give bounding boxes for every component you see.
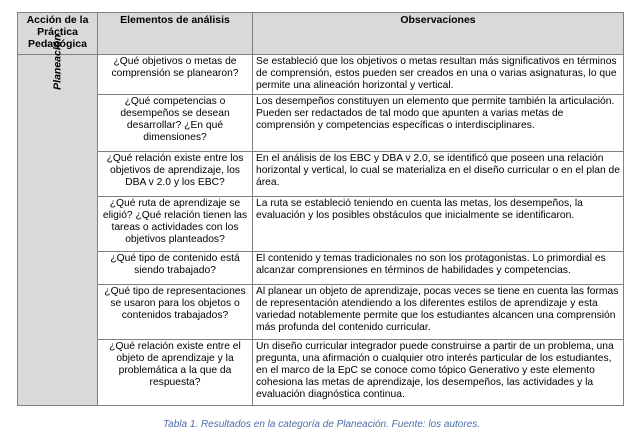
row-observation: Se estableció que los objetivos o metas resultan más significativos en términos de comprensión, estos pueden ser creados en una o varias asignaturas, lo que permite una alineación horizontal y vertical. xyxy=(253,55,624,95)
results-table xyxy=(17,12,624,406)
row-question: ¿Qué objetivos o metas de comprensión se planearon? xyxy=(98,55,253,95)
row-observation: En el análisis de los EBC y DBA v 2.0, se identificó que poseen una relación horizontal y vertical, lo cual se materializa en el diseño curricular o en el plan de área. xyxy=(253,151,624,196)
table-row xyxy=(18,284,624,339)
row-question: ¿Qué ruta de aprendizaje se eligió? ¿Qué relación tienen las tareas o actividades con los objetivos planteados? xyxy=(98,196,253,251)
table-header-row xyxy=(18,13,624,55)
row-observation: Al planear un objeto de aprendizaje, pocas veces se tiene en cuenta las formas de representación atendiendo a los diferentes estilos de aprendizaje y esta variedad notablemente permite que los estudiantes alcancen una comprensión más profunda del contenido curricular. xyxy=(253,284,624,339)
table-row xyxy=(18,196,624,251)
row-question: ¿Qué relación existe entre el objeto de aprendizaje y la problemática a la que da respuesta? xyxy=(98,339,253,405)
row-question: ¿Qué tipo de representaciones se usaron para los objetos o contenidos trabajados? xyxy=(98,284,253,339)
row-question: ¿Qué tipo de contenido está siendo trabajado? xyxy=(98,251,253,284)
row-observation: La ruta se estableció teniendo en cuenta las metas, los desempeños, la evaluación y los posibles obstáculos que inicialmente se identificaron. xyxy=(253,196,624,251)
table-row xyxy=(18,94,624,151)
row-question: ¿Qué competencias o desempeños se desean desarrollar? ¿En qué dimensiones? xyxy=(98,94,253,151)
row-observation: Un diseño curricular integrador puede construirse a partir de un problema, una pregunta, una afirmación o cualquier otro interés particular de los estudiantes, en el marco de la EpC se conoce como tópico Generativo y este elemento cohesiona las metas de aprendizaje, los desempeños, las actividades y la evaluación diagnóstica continua. xyxy=(253,339,624,405)
header-observations: Observaciones xyxy=(253,13,624,55)
header-action: Acción de la Práctica Pedagógica xyxy=(18,13,98,55)
stage-label: Planeación xyxy=(51,34,64,90)
table-row xyxy=(18,251,624,284)
table-caption: Tabla 1. Resultados en la categoría de Planeación. Fuente: los autores. xyxy=(162,419,481,430)
table-row xyxy=(18,151,624,196)
table-row xyxy=(18,339,624,405)
table-row xyxy=(18,55,624,95)
stage-cell xyxy=(18,34,98,406)
header-elements: Elementos de análisis xyxy=(98,13,253,55)
row-question: ¿Qué relación existe entre los objetivos de aprendizaje, los DBA v 2.0 y los EBC? xyxy=(98,151,253,196)
row-observation: Los desempeños constituyen un elemento que permite también la articulación. Pueden ser redactados de tal modo que apunten a varias metas de comprensión y competencias específicas o interdisciplinares. xyxy=(253,94,624,151)
row-observation: El contenido y temas tradicionales no son los protagonistas. Lo primordial es alcanzar comprensiones en términos de habilidades y competencias. xyxy=(253,251,624,284)
